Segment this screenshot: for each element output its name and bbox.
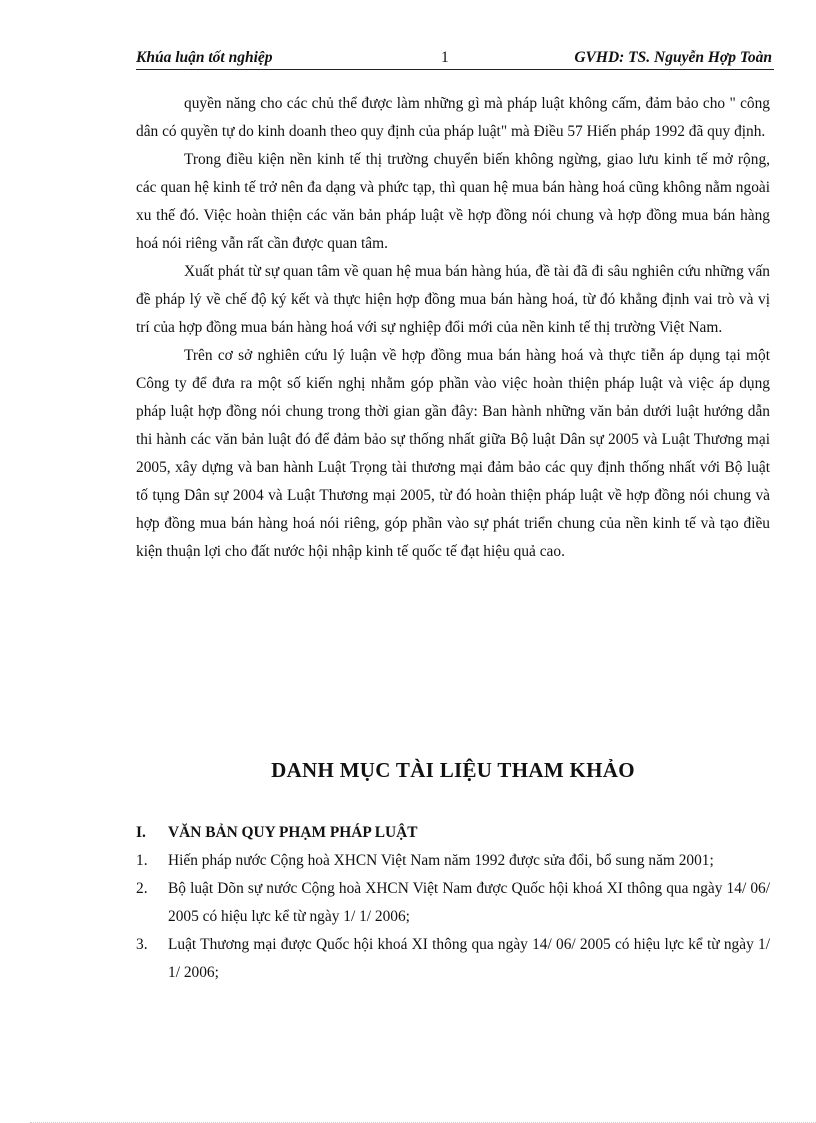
header-page-number: 1 — [441, 49, 449, 66]
references-title: DANH MỤC TÀI LIỆU THAM KHẢO — [271, 758, 635, 782]
header-thesis-label: Khúa luận tốt nghiệp — [136, 49, 273, 66]
reference-text: Bộ luật Dõn sự nước Cộng hoà XHCN Việt Nam được Quốc hội khoá XI thông qua ngày 14/ 06/ 2005 có hiệu lực kể từ ngày 1/ 1/ 2006; — [168, 880, 770, 925]
paragraph: quyền năng cho các chủ thể được làm những gì mà pháp luật không cấm, đảm bảo cho " công dân có quyền tự do kinh doanh theo quy định của pháp luật" mà Điều 57 Hiến pháp 1992 đã quy định. — [136, 95, 770, 140]
reference-item — [136, 931, 770, 987]
paragraph: Trong điều kiện nền kinh tế thị trường chuyển biến không ngừng, giao lưu kinh tế mở rộng, các quan hệ kinh tế trở nên đa dạng và phức tạp, thì quan hệ mua bán hàng hoá cũng không nằm ngoài xu thế đó. Việc hoàn thiện các văn bản pháp luật về hợp đồng nói chung và hợp đồng mua bán hàng hoá nói riêng vẫn rất cần được quan tâm. — [136, 151, 770, 252]
references-section-heading — [136, 824, 418, 842]
reference-number: 1. — [136, 852, 148, 869]
body-text — [136, 90, 770, 566]
reference-list — [136, 847, 770, 987]
reference-number: 2. — [136, 880, 148, 897]
page-header — [136, 47, 774, 70]
section-title: VĂN BẢN QUY PHẠM PHÁP LUẬT — [168, 824, 418, 841]
reference-text: Luật Thương mại được Quốc hội khoá XI thông qua ngày 14/ 06/ 2005 có hiệu lực kể từ ngày 1/ 1/ 2006; — [168, 936, 770, 981]
reference-item — [136, 847, 770, 875]
reference-number: 3. — [136, 936, 148, 953]
section-number: I. — [136, 824, 146, 841]
reference-text: Hiến pháp nước Cộng hoà XHCN Việt Nam năm 1992 được sửa đổi, bổ sung năm 2001; — [168, 852, 714, 869]
reference-item — [136, 875, 770, 931]
paragraph: Xuất phát từ sự quan tâm về quan hệ mua bán hàng húa, đề tài đã đi sâu nghiên cứu những vấn đề pháp lý về chế độ ký kết và thực hiện hợp đồng mua bán hàng hoá, từ đó khẳng định vai trò và vị trí của hợp đồng mua bán hàng hoá với sự nghiệp đổi mới của nền kinh tế thị trường Việt Nam. — [136, 263, 770, 336]
header-advisor: GVHD: TS. Nguyễn Hợp Toàn — [574, 49, 772, 66]
paragraph: Trên cơ sở nghiên cứu lý luận về hợp đồng mua bán hàng hoá và thực tiễn áp dụng tại một Công ty để đưa ra một số kiến nghị nhằm góp phần vào việc hoàn thiện pháp luật và việc áp dụng pháp luật hợp đồng nói chung trong thời gian gần đây: Ban hành những văn bản dưới luật hướng dẫn thi hành các văn bản luật đó để đảm bảo sự thống nhất giữa Bộ luật Dân sự 2005 và Luật Thương mại 2005, xây dựng và ban hành Luật Trọng tài thương mại đảm bảo các quy định thống nhất với Bộ luật tố tụng Dân sự 2004 và Luật Thương mại 2005, từ đó hoàn thiện pháp luật về hợp đồng nói chung và hợp đồng mua bán hàng hoá nói riêng, góp phần vào sự phát triển chung của nền kinh tế và tạo điều kiện thuận lợi cho đất nước hội nhập kinh tế quốc tế đạt hiệu quả cao. — [136, 347, 770, 560]
